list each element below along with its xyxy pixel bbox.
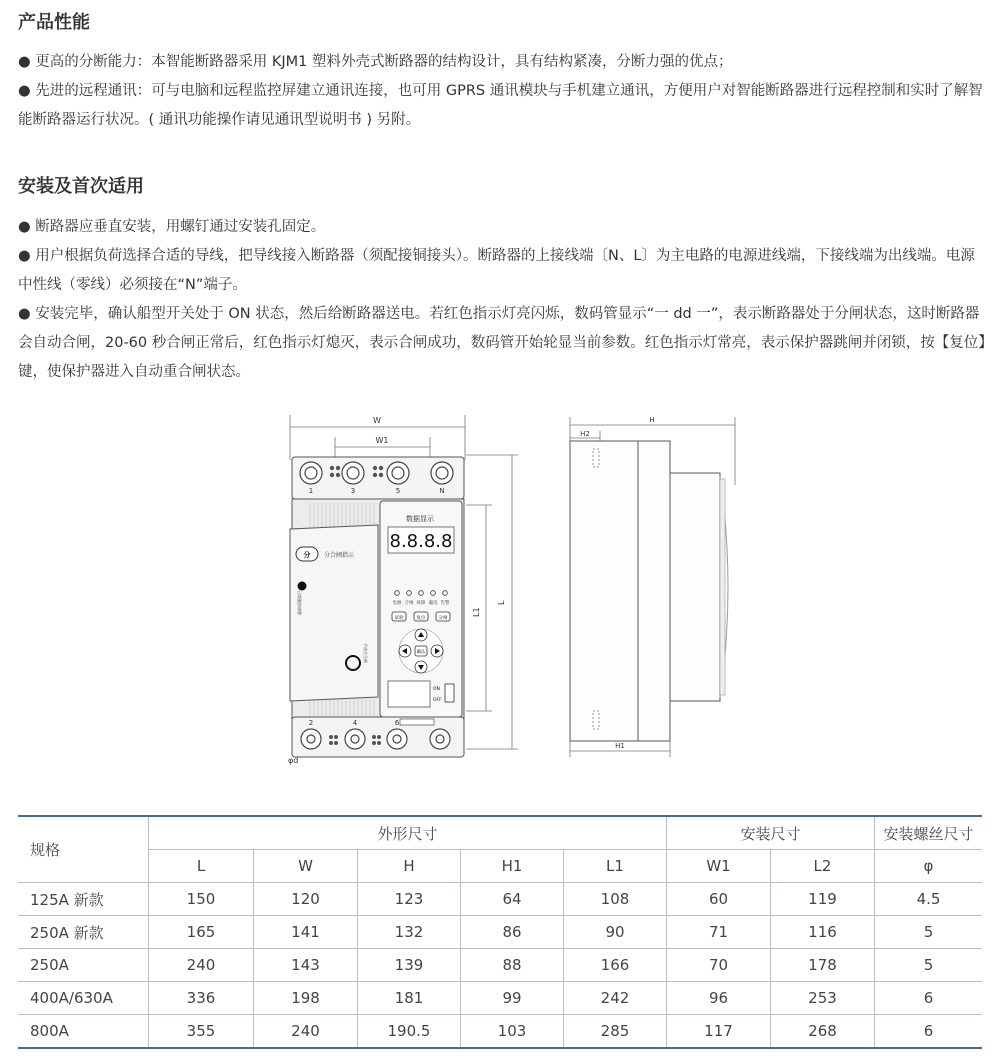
side-text-manual: 手动合分闸 <box>363 643 368 663</box>
cell-w1: 60 <box>667 883 771 916</box>
col-header-spec: 规格 <box>18 816 149 883</box>
cell-l: 355 <box>149 1015 254 1049</box>
dimension-l <box>466 455 518 749</box>
led-label-power: 电源 <box>392 601 402 606</box>
cell-l2: 116 <box>771 916 875 949</box>
cell-l1: 108 <box>564 883 667 916</box>
cell-l2: 268 <box>771 1015 875 1049</box>
table-row <box>18 982 982 1015</box>
cell-h: 181 <box>358 982 461 1015</box>
cell-phi: 5 <box>875 949 983 982</box>
terminal-label-1: 1 <box>308 487 314 495</box>
col-header-l2: L2 <box>771 850 875 883</box>
terminal-label-3: 3 <box>350 487 356 495</box>
cell-w1: 71 <box>667 916 771 949</box>
col-header-w1: W1 <box>667 850 771 883</box>
section-title-performance: 产品性能 <box>18 12 90 33</box>
performance-item-1: ● 更高的分断能力：本智能断路器采用 KJM1 塑料外壳式断路器的结构设计，具有结构紧凑，分断力强的优点； <box>18 54 733 70</box>
col-header-h: H <box>358 850 461 883</box>
dim-label-l1: L1 <box>472 607 481 617</box>
cell-h1: 86 <box>461 916 564 949</box>
terminal-label-6: 6 <box>394 719 400 727</box>
cell-h1: 88 <box>461 949 564 982</box>
cell-l1: 166 <box>564 949 667 982</box>
confirm-button-label: 确认 <box>416 650 426 655</box>
rocker-switch-icon <box>445 684 454 702</box>
cell-l2: 119 <box>771 883 875 916</box>
adjust-knob-icon <box>298 582 307 591</box>
cell-phi: 5 <box>875 916 983 949</box>
trip-indicator-icon-label: 分 <box>303 551 311 559</box>
cell-h: 132 <box>358 916 461 949</box>
cell-spec: 250A <box>18 949 149 982</box>
led-label-close: 合闸 <box>404 601 414 606</box>
cell-h: 123 <box>358 883 461 916</box>
cell-spec: 400A/630A <box>18 982 149 1015</box>
col-header-phi: φ <box>875 850 983 883</box>
col-header-l: L <box>149 850 254 883</box>
group-header-screw: 安装螺丝尺寸 <box>875 816 983 850</box>
on-off-window <box>388 681 430 707</box>
display-value: 8.8.8.8 <box>389 531 453 552</box>
led-label-alarm: 告警 <box>440 601 450 606</box>
performance-item-2: ● 先进的远程通讯：可与电脑和远程监控屏建立通讯连接，也可用 GPRS 通讯模块与手机建立通讯，方便用户对智能断路器进行远程控制和实时了解智能断路器运行状况。( 通讯功能操作请见通讯型说明书 ) 另附。 <box>18 83 983 128</box>
dim-label-phi: φd <box>288 756 299 765</box>
cell-l: 336 <box>149 982 254 1015</box>
cell-phi: 6 <box>875 982 983 1015</box>
cell-w1: 96 <box>667 982 771 1015</box>
dim-label-h1: H1 <box>615 742 625 750</box>
led-label-fault: 故障 <box>416 601 426 606</box>
installation-item-1: ● 断路器应垂直安装，用螺钉通过安装孔固定。 <box>18 219 326 235</box>
cell-l: 240 <box>149 949 254 982</box>
cell-l1: 242 <box>564 982 667 1015</box>
cell-h1: 64 <box>461 883 564 916</box>
cell-h1: 103 <box>461 1015 564 1049</box>
cell-h: 190.5 <box>358 1015 461 1049</box>
cell-w: 141 <box>254 916 358 949</box>
table-row <box>18 883 982 916</box>
installation-item-3: ● 安装完毕，确认船型开关处于 ON 状态，然后给断路器送电。若红色指示灯亮闪烁，数码管显示“一 dd 一”，表示断路器处于分闸状态，这时断路器会自动合闸，20-60 秒合闸正常后，红色指示灯熄灭，表示合闸成功，数码管开始轮显当前参数。红色指示灯常亮，表示保护器跳闸并闭锁，按【复位】键，使保护器进入自动重合闸状态。 <box>18 306 986 380</box>
breaker-dimension-diagram <box>280 405 750 775</box>
cell-spec: 800A <box>18 1015 149 1049</box>
cell-spec: 250A 新款 <box>18 916 149 949</box>
dim-label-h2: H2 <box>580 430 590 438</box>
terminal-label-n: N <box>439 487 445 495</box>
open-button-label: 分闸 <box>438 616 448 621</box>
terminal-label-2: 2 <box>308 719 314 727</box>
side-view-cover-edge <box>720 479 725 695</box>
dim-label-h: H <box>649 416 655 424</box>
table-row <box>18 916 982 949</box>
terminal-label-4: 4 <box>352 719 358 727</box>
cell-w: 198 <box>254 982 358 1015</box>
col-header-h1: H1 <box>461 850 564 883</box>
cell-l: 165 <box>149 916 254 949</box>
cell-l1: 90 <box>564 916 667 949</box>
cell-w1: 117 <box>667 1015 771 1049</box>
cell-l: 150 <box>149 883 254 916</box>
col-header-l1: L1 <box>564 850 667 883</box>
group-header-install: 安装尺寸 <box>667 816 875 850</box>
side-view-outline <box>570 441 720 741</box>
dim-label-l: L <box>497 600 506 605</box>
cell-w: 240 <box>254 1015 358 1049</box>
test-button-label: 试验 <box>394 616 404 621</box>
dip-switch-icon <box>400 719 434 725</box>
cell-w: 120 <box>254 883 358 916</box>
cell-h: 139 <box>358 949 461 982</box>
table-header-row <box>18 816 982 850</box>
display-title: 数据显示 <box>406 515 434 523</box>
cell-phi: 6 <box>875 1015 983 1049</box>
cell-w1: 70 <box>667 949 771 982</box>
on-label: ON <box>433 687 440 692</box>
cell-l2: 178 <box>771 949 875 982</box>
reset-button-label: 复位 <box>416 616 426 621</box>
dim-label-w1: W1 <box>375 436 389 445</box>
trip-indicator-label: 分合闸指示 <box>324 552 355 559</box>
section-title-installation: 安装及首次适用 <box>18 176 144 197</box>
spec-table <box>18 815 982 1049</box>
dim-label-w: W <box>373 416 381 425</box>
cell-h1: 99 <box>461 982 564 1015</box>
cell-l1: 285 <box>564 1015 667 1049</box>
col-header-w: W <box>254 850 358 883</box>
table-subheader-row <box>18 850 982 883</box>
terminal-label-5: 5 <box>395 487 401 495</box>
table-row <box>18 949 982 982</box>
side-text-overload: 过载脱扣调整 <box>297 591 302 615</box>
off-label: OFF <box>433 698 442 703</box>
group-header-outer: 外形尺寸 <box>149 816 667 850</box>
cell-l2: 253 <box>771 982 875 1015</box>
table-row <box>18 1015 982 1049</box>
led-label-leak: 漏电 <box>428 601 438 606</box>
cell-w: 143 <box>254 949 358 982</box>
cell-spec: 125A 新款 <box>18 883 149 916</box>
installation-item-2: ● 用户根据负荷选择合适的导线，把导线接入断路器（须配接铜接头）。断路器的上接线端〔N、L〕为主电路的电源进线端，下接线端为出线端。电源中性线（零线）必须接在“N”端子。 <box>18 248 975 293</box>
cell-phi: 4.5 <box>875 883 983 916</box>
